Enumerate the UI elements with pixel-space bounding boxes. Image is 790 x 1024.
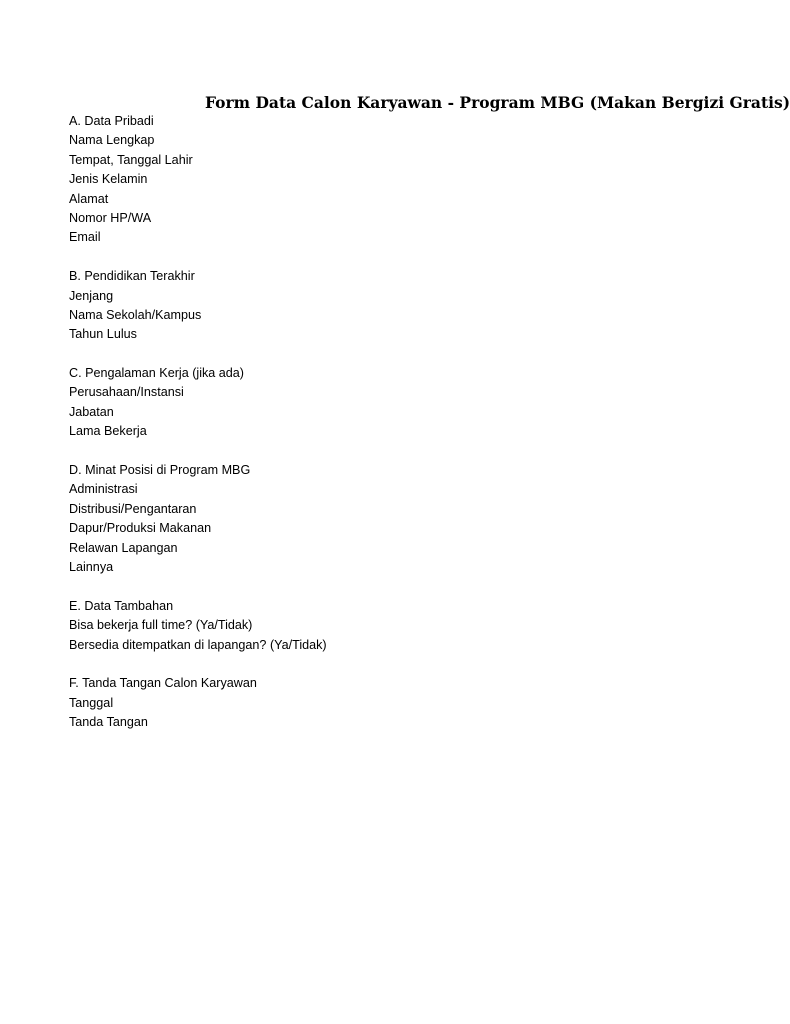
section-pendidikan — [69, 267, 709, 345]
field-label: Perusahaan/Instansi — [69, 385, 184, 400]
field-label: Administrasi — [69, 482, 138, 497]
section-data-tambahan — [69, 597, 709, 655]
field-label: Lama Bekerja — [69, 424, 147, 439]
field-label: Distribusi/Pengantaran — [69, 501, 197, 516]
field-label: Nomor HP/WA — [69, 210, 152, 225]
section-minat-posisi — [69, 461, 709, 577]
section-tanda-tangan — [69, 674, 709, 732]
field-label: Tanggal — [69, 695, 114, 710]
field-label: Relawan Lapangan — [69, 540, 178, 555]
section-data-pribadi — [69, 112, 709, 248]
section-heading: C. Pengalaman Kerja (jika ada) — [69, 366, 245, 381]
field-label: Tempat, Tanggal Lahir — [69, 152, 193, 167]
form-content — [69, 112, 709, 752]
field-label: Jenjang — [69, 288, 114, 303]
field-label: Bisa bekerja full time? (Ya/Tidak) — [69, 618, 253, 633]
form-title: Form Data Calon Karyawan - Program MBG (Makan Bergizi Gratis) — [205, 93, 790, 112]
section-heading: A. Data Pribadi — [69, 114, 154, 128]
field-label: Email — [69, 230, 101, 245]
field-label: Alamat — [69, 191, 109, 206]
section-heading: D. Minat Posisi di Program MBG — [69, 463, 251, 478]
field-label: Tahun Lulus — [69, 327, 137, 342]
section-heading: E. Data Tambahan — [69, 598, 174, 613]
field-label: Nama Sekolah/Kampus — [69, 307, 202, 322]
field-label: Nama Lengkap — [69, 133, 155, 148]
field-label: Jenis Kelamin — [69, 172, 148, 187]
field-label: Dapur/Produksi Makanan — [69, 521, 212, 536]
section-pengalaman-kerja — [69, 364, 709, 442]
field-label: Jabatan — [69, 404, 114, 419]
field-label: Tanda Tangan — [69, 715, 148, 730]
section-heading: F. Tanda Tangan Calon Karyawan — [69, 676, 257, 691]
section-heading: B. Pendidikan Terakhir — [69, 269, 195, 284]
field-label: Bersedia ditempatkan di lapangan? (Ya/Tidak) — [69, 637, 327, 652]
field-label: Lainnya — [69, 559, 114, 574]
